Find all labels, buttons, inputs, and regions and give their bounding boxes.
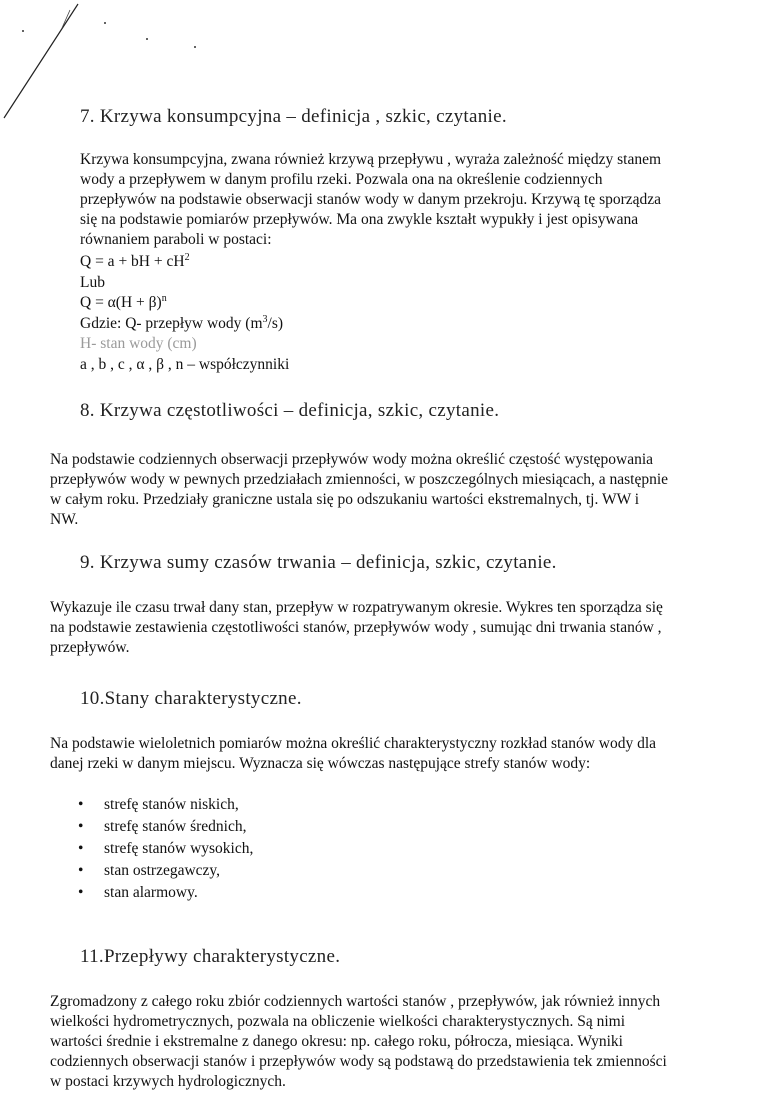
section-11-paragraph [50,992,667,1092]
paragraph-line: przepływów wody w pewnych przedziałach zmienności, w poszczególnych miesiącach, a następnie [50,471,669,488]
section-8-paragraph [50,450,668,530]
paragraph-line: wody a przepływem w danym profilu rzeki. Pozwala ona na określenie codziennych [80,171,603,188]
paragraph-line: danej rzeki w danym miejscu. Wyznacza się wówczas następujące strefy stanów wody: [50,755,591,772]
scan-speck [146,38,148,40]
list-item: • stan alarmowy. [78,882,253,904]
paragraph-line: Na podstawie codziennych obserwacji przepływów wody można określić częstość występowania [50,451,654,468]
paragraph-line: wartości średnie i ekstremalne z danego okresu: np. całego roku, półrocza, miesiąca. Wyniki [50,1033,623,1050]
scan-speck [104,22,106,24]
paragraph-line: na podstawie zestawienia częstotliwości stanów, przepływów wody , sumując dni trwania stanów , [50,619,662,636]
section-8-heading: 8. Krzywa częstotliwości – definicja, szkic, czytanie. [80,400,500,421]
section-10-heading: 10.Stany charakterystyczne. [80,688,302,709]
paragraph-line: Wykazuje ile czasu trwał dany stan, przepływ w rozpatrywanym okresie. Wykres ten sporządza się [50,599,663,616]
section-10-paragraph [50,734,656,774]
stage-definition-line: H- stan wody (cm) [80,335,197,352]
section-7-paragraph [80,150,661,250]
paragraph-line: równaniem paraboli w postaci: [80,231,272,248]
formula-1: Q = a + bH + $cH^2$ [80,252,190,270]
scan-speck [194,46,196,48]
or-label: Lub [80,273,105,291]
list-item: • strefę stanów wysokich, [78,838,253,860]
paragraph-line: przepływów na podstawie obserwacji stanów wody w danym przekroju. Krzywą tę sporządza [80,191,662,208]
water-stage-zones-list [78,794,253,904]
paragraph-line: Na podstawie wieloletnich pomiarów można określić charakterystyczny rozkład stanów wody dla [50,735,657,752]
paragraph-line: Zgromadzony z całego roku zbiór codziennych wartości stanów , przepływów, jak również innych [50,993,661,1010]
where-line: Gdzie: Q- przepływ wody $(m^3/s)$ [80,313,284,332]
section-9-paragraph [50,598,663,658]
coefficients-line: a , b , c , α , β , n – współczynniki [80,355,290,373]
section-7-heading: 7. Krzywa konsumpcyjna – definicja , szkic, czytanie. [80,106,507,127]
formula-2: $Q = \alpha(H + \beta)^n$ [80,293,167,311]
list-item: • strefę stanów niskich, [78,794,253,816]
list-item: • stan ostrzegawczy, [78,860,253,882]
list-item: • strefę stanów średnich, [78,816,253,838]
paragraph-line: w postaci krzywych hydrologicznych. [50,1073,286,1090]
paragraph-line: przepływów. [50,639,130,656]
paragraph-line: w całym roku. Przedziały graniczne ustala się po odszukaniu wartości ekstremalnych, tj. WW i [50,491,640,508]
section-9-heading: 9. Krzywa sumy czasów trwania – definicja, szkic, czytanie. [80,552,557,573]
paragraph-line: się na podstawie pomiarów przepływów. Ma ona zwykle kształt wypukły i jest opisywana [80,211,639,228]
section-11-heading: 11.Przepływy charakterystyczne. [80,946,341,967]
formula-block [80,252,289,375]
paragraph-line: NW. [50,511,79,528]
paragraph-line: wielkości hydrometrycznych, pozwala na obliczenie wielkości charakterystycznych. Są nimi [50,1013,626,1030]
paragraph-line: Krzywa konsumpcyjna, zwana również krzywą przepływu , wyraża zależność między stanem [80,151,662,168]
paragraph-line: codziennych obserwacji stanów i przepływów wody są podstawą do przedstawienia tek zmienności [50,1053,667,1070]
scan-speck [22,30,24,32]
